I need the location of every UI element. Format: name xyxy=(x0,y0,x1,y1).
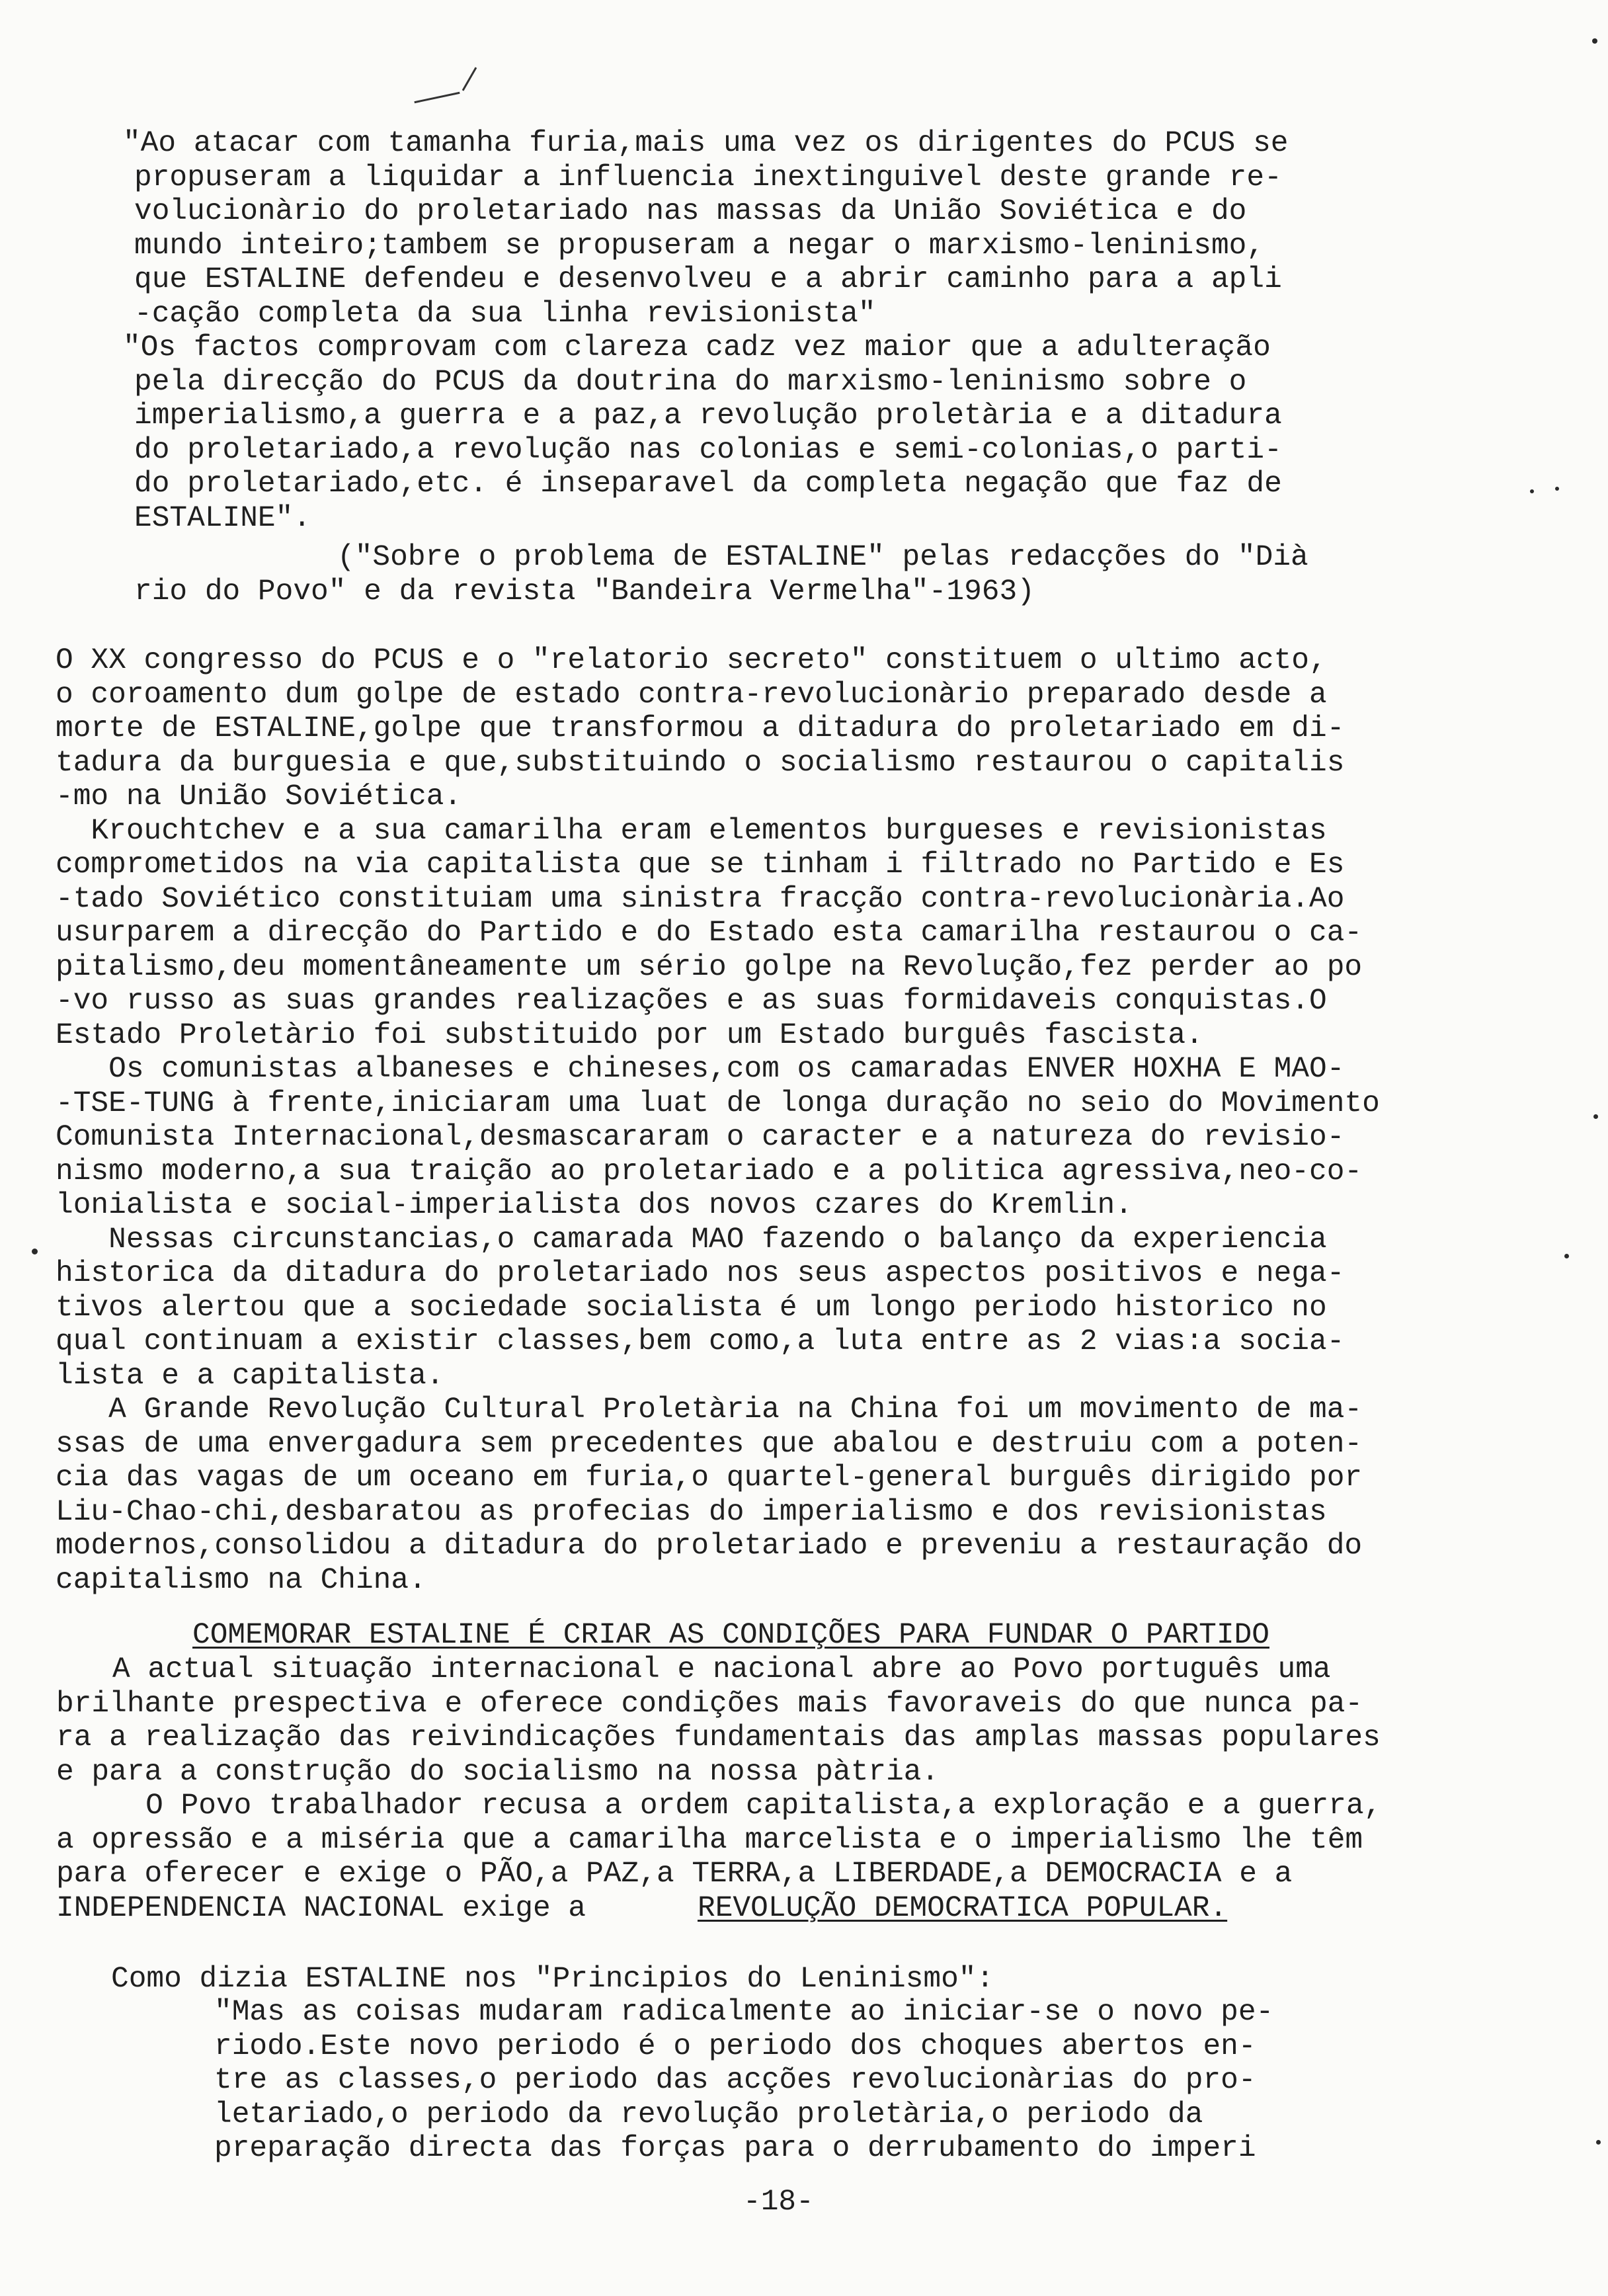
quote-line: propuseram a liquidar a influencia inextinguivel deste grande re- xyxy=(134,161,1282,194)
body-line: lonialista e social-imperialista dos novos czares do Kremlin. xyxy=(56,1189,1133,1222)
quote-line: letariado,o periodo da revolução proletària,o periodo da xyxy=(214,2098,1203,2131)
body-line: lista e a capitalista. xyxy=(56,1359,444,1393)
body-line: Nessas circunstancias,o camarada MAO fazendo o balanço da experiencia xyxy=(56,1223,1327,1256)
body-line: tivos alertou que a sociedade socialista é um longo periodo historico no xyxy=(56,1291,1327,1325)
body-line: morte de ESTALINE,golpe que transformou a ditadura do proletariado em di- xyxy=(56,712,1345,745)
body-line: tadura da burguesia e que,substituindo o socialismo restaurou o capitalis xyxy=(56,746,1345,780)
citation-line: rio do Povo" e da revista "Bandeira Vermelha"-1963) xyxy=(134,575,1035,608)
citation-line: ("Sobre o problema de ESTALINE" pelas redacções do "Dià xyxy=(337,541,1308,574)
body-line: qual continuam a existir classes,bem como,a luta entre as 2 vias:a socia- xyxy=(56,1325,1345,1358)
body-line: nismo moderno,a sua traição ao proletariado e a politica agressiva,neo-co- xyxy=(56,1155,1363,1188)
body-line: capitalismo na China. xyxy=(56,1563,426,1597)
body-line: -mo na União Soviética. xyxy=(56,780,462,813)
body-line: o coroamento dum golpe de estado contra-revolucionàrio preparado desde a xyxy=(56,678,1327,712)
body-line: usurparem a direcção do Partido e do Estado esta camarilha restaurou o ca- xyxy=(56,917,1363,950)
body-line: Liu-Chao-chi,desbaratou as profecias do imperialismo e dos revisionistas xyxy=(56,1495,1327,1529)
body-line: ssas de uma envergadura sem precedentes que abalou e destruiu com a poten- xyxy=(56,1427,1363,1461)
scan-scribble xyxy=(462,67,477,91)
quote-line: "Mas as coisas mudaram radicalmente ao iniciar-se o novo pe- xyxy=(214,1996,1274,2029)
body-line: e para a construção do socialismo na nossa pàtria. xyxy=(56,1755,940,1789)
body-line: pitalismo,deu momentâneamente um sério golpe na Revolução,fez perder ao po xyxy=(56,950,1363,984)
quote-line: tre as classes,o periodo das acções revolucionàrias do pro- xyxy=(214,2064,1256,2097)
body-line: -vo russo as suas grandes realizações e as suas formidaveis conquistas.O xyxy=(56,985,1327,1018)
body-line: comprometidos na via capitalista que se tinham i filtrado no Partido e Es xyxy=(56,848,1345,882)
body-line: -TSE-TUNG à frente,iniciaram uma luat de longa duração no seio do Movimento xyxy=(56,1086,1380,1120)
body-line: modernos,consolidou a ditadura do proletariado e preveniu a restauração do xyxy=(56,1530,1363,1563)
body-line: A actual situação internacional e nacional abre ao Povo português uma xyxy=(112,1653,1331,1686)
body-line: -tado Soviético constituiam uma sinistra fracção contra-revolucionària.Ao xyxy=(56,882,1345,916)
body-line: Os comunistas albaneses e chineses,com os camaradas ENVER HOXHA E MAO- xyxy=(56,1053,1345,1086)
emphasis-phrase: REVOLUÇÃO DEMOCRATICA POPULAR. xyxy=(698,1891,1228,1925)
body-line: INDEPENDENCIA NACIONAL exige a xyxy=(56,1891,604,1925)
body-line: historica da ditadura do proletariado nos seus aspectos positivos e nega- xyxy=(56,1257,1345,1290)
body-line: ra a realização das reivindicações fundamentais das amplas massas populares xyxy=(56,1721,1381,1754)
quote-line: -cação completa da sua linha revisionista" xyxy=(134,297,876,331)
body-line: A Grande Revolução Cultural Proletària na China foi um movimento de ma- xyxy=(56,1393,1363,1426)
body-line: a opressão e a miséria que a camarilha marcelista e o imperialismo lhe têm xyxy=(56,1823,1363,1857)
body-line: brilhante prespectiva e oferece condições mais favoraveis do que nunca pa- xyxy=(56,1687,1363,1721)
ink-dot xyxy=(1592,38,1597,44)
body-line: Comunista Internacional,desmascararam o caracter e a natureza do revisio- xyxy=(56,1121,1345,1154)
body-line: O XX congresso do PCUS e o "relatorio secreto" constituem o ultimo acto, xyxy=(56,644,1327,677)
ink-dot xyxy=(1593,1114,1598,1119)
body-line: para oferecer e exige o PÃO,a PAZ,a TERRA,a LIBERDADE,a DEMOCRACIA e a xyxy=(56,1858,1293,1891)
body-line: Estado Proletàrio foi substituido por um Estado burguês fascista. xyxy=(56,1018,1203,1052)
quote-line: mundo inteiro;tambem se propuseram a negar o marxismo-leninismo, xyxy=(134,229,1265,263)
quote-line: ESTALINE". xyxy=(134,501,311,535)
quote-line: preparação directa das forças para o derrubamento do imperi xyxy=(214,2132,1256,2165)
quote-line: pela direcção do PCUS da doutrina do marxismo-leninismo sobre o xyxy=(134,365,1247,399)
ink-dot xyxy=(1555,487,1559,491)
ink-dot xyxy=(1596,2140,1601,2145)
quote-introduction: Como dizia ESTALINE nos "Principios do Leninismo": xyxy=(111,1963,994,1996)
scan-scribble xyxy=(414,92,460,103)
section-heading: COMEMORAR ESTALINE É CRIAR AS CONDIÇÕES PARA FUNDAR O PARTIDO xyxy=(192,1619,1269,1652)
quote-line: do proletariado,a revolução nas colonias e semi-colonias,o parti- xyxy=(134,433,1282,467)
quote-line: "Os factos comprovam com clareza cadz vez maior que a adulteração xyxy=(123,331,1271,364)
body-line: O Povo trabalhador recusa a ordem capitalista,a exploração e a guerra, xyxy=(93,1789,1382,1823)
quote-line: do proletariado,etc. é inseparavel da completa negação que faz de xyxy=(134,468,1282,501)
quote-line: volucionàrio do proletariado nas massas da União Soviética e do xyxy=(134,195,1247,228)
ink-dot xyxy=(1530,489,1534,493)
quote-line: imperialismo,a guerra e a paz,a revolução proletària e a ditadura xyxy=(134,399,1282,432)
quote-line: que ESTALINE defendeu e desenvolveu e a abrir caminho para a apli xyxy=(134,263,1282,296)
body-line: cia das vagas de um oceano em furia,o quartel-general burguês dirigido por xyxy=(56,1461,1363,1495)
quote-line: "Ao atacar com tamanha furia,mais uma vez os dirigentes do PCUS se xyxy=(123,127,1289,160)
ink-dot xyxy=(1564,1254,1569,1258)
quote-line: riodo.Este novo periodo é o periodo dos choques abertos en- xyxy=(214,2030,1256,2063)
page-number: -18- xyxy=(743,2186,814,2219)
body-line: Krouchtchev e a sua camarilha eram elementos burgueses e revisionistas xyxy=(56,814,1327,848)
ink-dot xyxy=(32,1249,38,1254)
